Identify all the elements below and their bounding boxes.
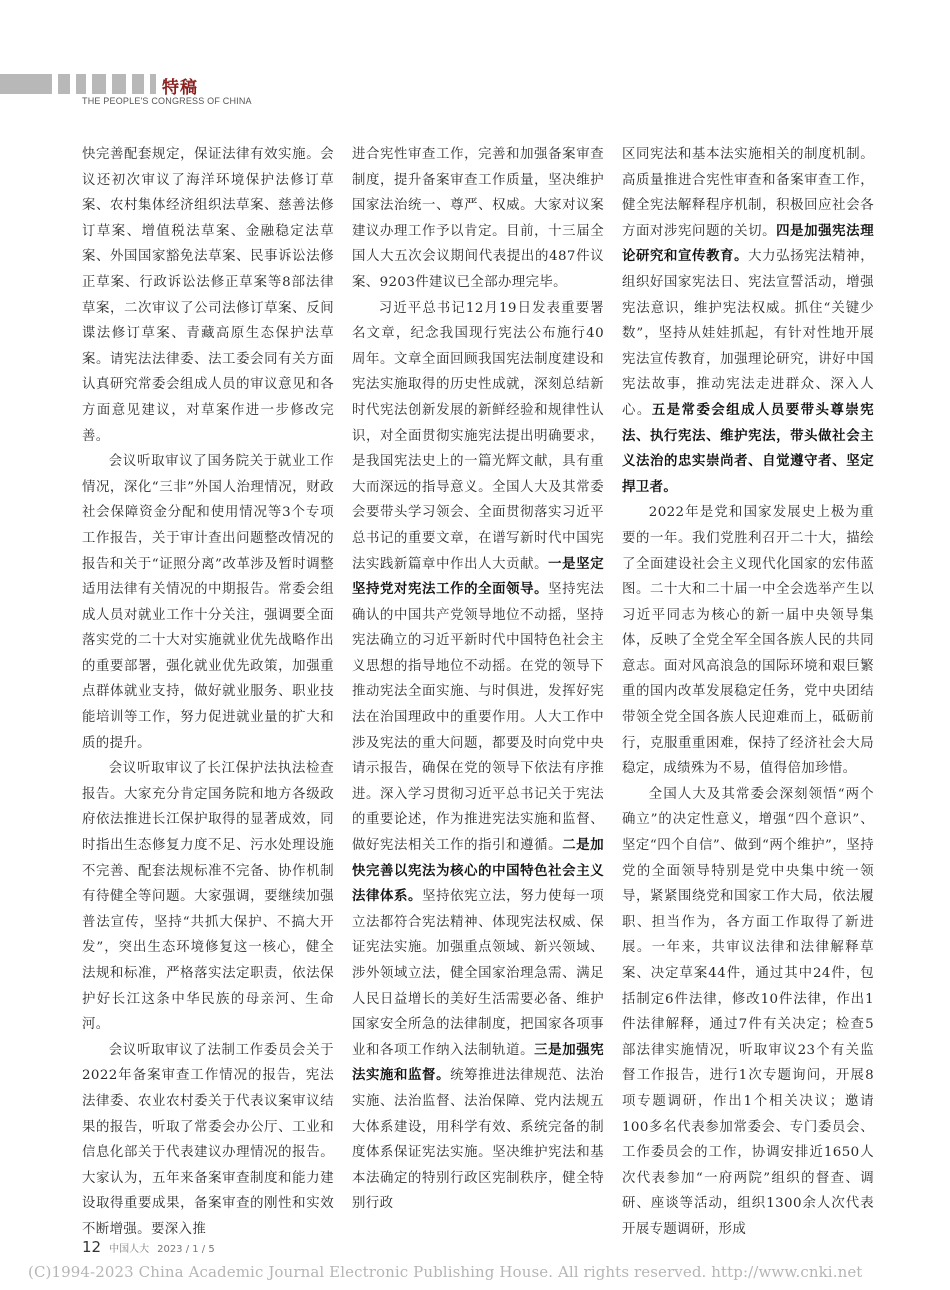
publication-name: 中国人大 (109, 1244, 150, 1255)
paragraph: 快完善配套规定，保证法律有效实施。会议还初次审议了海洋环境保护法修订草案、农村集体经济组织法草案、慈善法修订草案、增值税法草案、金融稳定法草案、外国国家豁免法草案、民事诉讼法修正草案、行政诉讼法修正草案等8部法律草案，二次审议了公司法修订草案、反间谍法修订草案、青藏高原生态保护法草案。请宪法法律委、法工委会同有关方面认真研究常委会组成人员的审议意见和各方面意见建议，对草案作进一步修改完善。 (82, 147, 334, 444)
article-column-3 (622, 142, 874, 1243)
text-run: 大力弘扬宪法精神，组织好国家宪法日、宪法宣誓活动，增强宪法意识，维护宪法权威。抓住“关键少数”，坚持从娃娃抓起，有针对性地开展宪法宣传教育，加强理论研究，讲好中国宪法故事，推动宪法走进群众、深入人心。 (622, 249, 874, 418)
paragraph: 全国人大及其常委会深刻领悟“两个确立”的决定性意义，增强“四个意识”、坚定“四个自信”、做到“两个维护”，坚持党的全面领导特别是党中央集中统一领导，紧紧围绕党和国家工作大局，依法履职、担当作为，各方面工作取得了新进展。一年来，共审议法律和法律解释草案、决定草案44件，通过其中24件，包括制定6件法律，修改10件法律，作出1件法律解释，通过7件有关决定；检查5部法律实施情况，听取审议23个有关监督工作报告，进行1次专题询问，开展8项专题调研，作出1个相关决议；邀请100多名代表参加常委会、专门委员会、工作委员会的工作，协调安排近1650人次代表参加“一府两院”组织的督查、调研、座谈等活动，组织1300余人次代表开展专题调研，形成 (622, 786, 874, 1237)
paragraph: 2022年是党和国家发展史上极为重要的一年。我们党胜利召开二十大，描绘了全面建设社会主义现代化国家的宏伟蓝图。二十大和二十届一中全会选举产生以习近平同志为核心的新一届中央领导集体，反映了全党全军全国各族人民的共同意志。面对风高浪急的国际环境和艰巨繁重的国内改革发展稳定任务，党中央团结带领全党全国各族人民迎难而上，砥砺前行，克服重重困难，保持了经济社会大局稳定，成绩殊为不易，值得倍加珍惜。 (622, 505, 874, 777)
paragraph: 会议听取审议了国务院关于就业工作情况，深化“三非”外国人治理情况，财政社会保障资金分配和使用情况等3个专项工作报告，关于审计查出问题整改情况的报告和关于“证照分离”改革涉及暂时调整适用法律有关情况的中期报告。常委会组成人员对就业工作十分关注，强调要全面落实党的二十大对实施就业优先战略作出的重要部署，强化就业优先政策，加强重点群体就业支持，做好就业服务、职业技能培训等工作，努力促进就业量的扩大和质的提升。 (82, 454, 334, 751)
bold-point-five: 五是常委会组成人员要带头尊崇宪法、执行宪法、维护宪法，带头做社会主义法治的忠实崇尚者、自觉遵守者、坚定捍卫者。 (622, 401, 874, 495)
magazine-masthead: THE PEOPLE'S CONGRESS OF CHINA (82, 96, 252, 106)
article-column-1 (82, 142, 334, 1243)
paragraph (352, 296, 604, 1217)
bold-point-one: 一是坚定坚持党对宪法工作的全面领导。 (352, 555, 604, 598)
text-run: 区同宪法和基本法实施相关的制度机制。高质量推进合宪性审查和备案审查工作，健全宪法解释程序机制，积极回应社会各方面对涉宪问题的关切。 (622, 147, 874, 239)
issue-date: 2023 / 1 / 5 (157, 1244, 215, 1255)
paragraph: 会议听取审议了长江保护法执法检查报告。大家充分肯定国务院和地方各级政府依法推进长江保护取得的显著成效，同时指出生态修复力度不足、污水处理设施不完善、配套法规标准不完备、协作机制有待健全等问题。大家强调，要继续加强普法宣传，坚持“共抓大保护、不搞大开发”，突出生态环境修复这一核心，健全法规和标准，严格落实法定职责，依法保护好长江这条中华民族的母亲河、生命河。 (82, 761, 334, 1033)
article-column-2 (352, 142, 604, 1217)
text-run: 坚持依宪立法，努力使每一项立法都符合宪法精神、体现宪法权威、保证宪法实施。加强重点领域、新兴领域、涉外领域立法，健全国家治理急需、满足人民日益增长的美好生活需要必备、维护国家安全所急的法律制度，把国家各项事业和各项工作纳入法制轨道。 (352, 889, 604, 1058)
bold-point-three: 三是加强宪法实施和监督。 (352, 1041, 605, 1084)
paragraph: 会议听取审议了法制工作委员会关于2022年备案审查工作情况的报告，宪法法律委、农业农村委关于代表议案审议结果的报告，听取了常委会办公厅、工业和信息化部关于代表建议办理情况的报告。大家认为，五年来备案审查制度和能力建设取得重要成果，备案审查的刚性和实效不断增强。要深入推 (82, 1042, 334, 1237)
text-run: 习近平总书记12月19日发表重要署名文章，纪念我国现行宪法公布施行40周年。文章全面回顾我国宪法制度建设和宪法实施取得的历史性成就，深刻总结新时代宪法创新发展的新鲜经验和规律性认识，对全面贯彻实施宪法提出明确要求，是我国宪法史上的一篇光辉文献，具有重大而深远的指导意义。全国人大及其常委会要带头学习领会、全面贯彻落实习近平总书记的重要文章，在谱写新时代中国宪法实践新篇章中作出人大贡献。 (352, 300, 604, 572)
page-header (0, 74, 400, 114)
paragraph (622, 142, 874, 500)
bold-point-four: 四是加强宪法理论研究和宣传教育。 (622, 222, 874, 265)
copyright-watermark: (C)1994-2023 China Academic Journal Electronic Publishing House. All rights reserved. http://www.cnki.net (28, 1263, 863, 1281)
section-label: 特稿 (162, 78, 198, 98)
header-decoration-bars (0, 74, 156, 94)
paragraph: 进合宪性审查工作，完善和加强备案审查制度，提升备案审查工作质量，坚决维护国家法治统一、尊严、权威。大家对议案建议办理工作予以肯定。目前，十三届全国人大五次会议期间代表提出的487件议案、9203件建议已全部办理完毕。 (352, 147, 604, 290)
bold-point-two: 二是加快完善以宪法为核心的中国特色社会主义法律体系。 (352, 837, 605, 905)
page-footer (82, 1238, 215, 1256)
text-run: 统筹推进法律规范、法治实施、法治监督、法治保障、党内法规五大体系建设，用科学有效、系统完备的制度体系保证宪法实施。坚决维护宪法和基本法确定的特别行政区宪制秩序，健全特别行政 (352, 1068, 604, 1212)
text-run: 坚持宪法确认的中国共产党领导地位不动摇，坚持宪法确立的习近平新时代中国特色社会主义思想的指导地位不动摇。在党的领导下推动宪法全面实施、与时俱进，发挥好宪法在治国理政中的重要作用。人大工作中涉及宪法的重大问题，都要及时向党中央请示报告，确保在党的领导下依法有序推进。深入学习贯彻习近平总书记关于宪法的重要论述，作为推进宪法实施和监督、做好宪法相关工作的指引和遵循。 (352, 582, 604, 854)
page-number: 12 (82, 1238, 102, 1256)
